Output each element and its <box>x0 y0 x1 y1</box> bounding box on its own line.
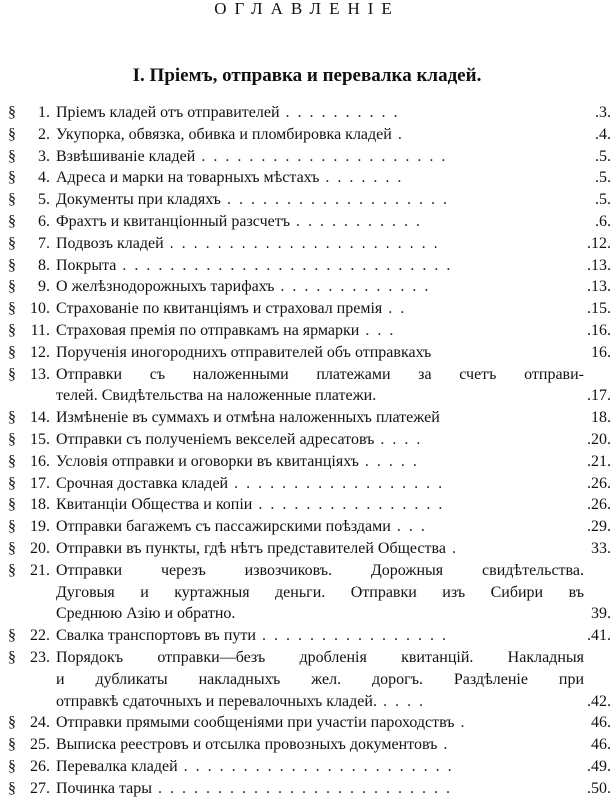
toc-entry <box>0 473 614 495</box>
toc-entry-line <box>0 560 614 582</box>
section-sign: § <box>8 474 16 492</box>
toc-entry-line <box>0 189 614 211</box>
entry-title-text: Взвѣшиваніе кладей <box>56 147 196 165</box>
entry-title-text: Среднюю Азію и обратно. <box>56 605 236 623</box>
toc-entry-line <box>0 451 614 473</box>
toc-entry <box>0 734 614 756</box>
section-sign: § <box>8 648 16 666</box>
entry-title <box>56 364 584 386</box>
page-number: .4. <box>595 125 611 143</box>
dot-leader: . . . . . . . . . . . . . . . . . . . <box>220 191 449 209</box>
section-sign: § <box>8 627 16 645</box>
entry-title <box>56 385 584 407</box>
page-number: 18. <box>591 409 611 427</box>
toc-entry-line <box>0 211 614 233</box>
dot-leader: . . . . . . . . . . . . . . . . <box>255 627 448 645</box>
entry-number: 25. <box>30 736 50 754</box>
entry-number: 13. <box>30 365 50 383</box>
entry-title <box>56 625 584 647</box>
entry-title <box>56 276 584 298</box>
dot-leader: . . . . . . . . . . . . . . . . <box>252 496 445 514</box>
entry-number: 15. <box>30 430 50 448</box>
page-number: .29. <box>587 518 611 536</box>
toc-entry-line <box>0 429 614 451</box>
entry-title <box>56 451 584 473</box>
page-number: .17. <box>587 387 611 405</box>
entry-number: 6. <box>38 212 50 230</box>
section-sign: § <box>8 256 16 274</box>
entry-title <box>56 298 584 320</box>
page-number: .20. <box>587 430 611 448</box>
toc-entry <box>0 146 614 168</box>
entry-title <box>56 669 584 691</box>
entry-title-text: Починка тары <box>56 779 152 797</box>
page-number: .5. <box>595 147 611 165</box>
entry-title <box>56 124 584 146</box>
toc-entry-line <box>0 582 614 604</box>
toc-entry-line <box>0 647 614 669</box>
toc-entry-line <box>0 364 614 386</box>
entry-title <box>56 320 584 342</box>
toc-entry-line <box>0 516 614 538</box>
section-sign: § <box>8 452 16 470</box>
toc-entry-line <box>0 712 614 734</box>
toc-entry-line <box>0 778 614 800</box>
entry-number: 22. <box>30 627 50 645</box>
section-sign: § <box>8 714 16 732</box>
page-number: .49. <box>587 757 611 775</box>
entry-number: 26. <box>30 757 50 775</box>
entry-title-text: Покрыта <box>56 256 117 274</box>
section-sign: § <box>8 736 16 754</box>
section-sign: § <box>8 125 16 143</box>
toc-entry-line <box>0 298 614 320</box>
entry-title-text: и дубликаты накладныхъ жел. дорогъ. Раздѣленіе при <box>56 670 584 688</box>
entry-title <box>56 582 584 604</box>
toc-entry-line <box>0 756 614 778</box>
entry-title-text: Отправки черезъ извозчиковъ. Дорожныя свидѣтельства. <box>56 561 584 579</box>
entry-number: 5. <box>38 191 50 209</box>
entry-title-text: Отправки съ наложенными платежами за счетъ отправи- <box>56 365 584 383</box>
entry-number: 9. <box>38 278 50 296</box>
entry-title <box>56 603 584 625</box>
entry-title <box>56 712 584 734</box>
entry-number: 20. <box>30 539 50 557</box>
toc-entry <box>0 625 614 647</box>
entry-title-text: Фрахтъ и квитанціонный разсчетъ <box>56 212 290 230</box>
toc-entry <box>0 778 614 800</box>
page-number: .50. <box>587 779 611 797</box>
toc-entry-line <box>0 473 614 495</box>
entry-title-text: Условія отправки и оговорки въ квитанціяхъ <box>56 452 359 470</box>
entry-title-text: Выписка реестровъ и отсылка провозныхъ документовъ <box>56 736 438 754</box>
entry-title <box>56 429 584 451</box>
entry-title-text: О желѣзнодорожныхъ тарифахъ <box>56 278 275 296</box>
page-number: 16. <box>591 343 611 361</box>
dot-leader: . . . . . . . . . . <box>279 104 400 121</box>
entry-number: 24. <box>30 714 50 732</box>
section-sign: § <box>8 757 16 775</box>
entry-title-text: Измѣненіе въ суммахъ и отмѣна наложенныхъ платежей <box>56 409 440 427</box>
entry-title-text: отправкѣ сдаточныхъ и перевалочныхъ кладей. <box>56 692 377 710</box>
page-heading: ОГЛАВЛЕНІЕ <box>214 0 400 18</box>
entry-number: 3. <box>38 147 50 165</box>
entry-title-text: телей. Свидѣтельства на наложенные платежи. <box>56 387 377 405</box>
entry-title-text: Подвозъ кладей <box>56 234 164 252</box>
page-number: .41. <box>587 627 611 645</box>
entry-number: 10. <box>30 300 50 318</box>
dot-leader: . <box>445 539 458 557</box>
entry-number: 18. <box>30 496 50 514</box>
entry-number: 2. <box>38 125 50 143</box>
dot-leader: . <box>391 125 404 143</box>
dot-leader: . . <box>382 300 407 318</box>
entry-number: 27. <box>30 779 50 797</box>
toc-entry-line <box>0 603 614 625</box>
toc-entry-line <box>0 102 614 124</box>
entry-title <box>56 647 584 669</box>
toc-entry <box>0 560 614 625</box>
entry-title-text: Квитанціи Общества и копіи <box>56 496 253 514</box>
page-number: .13. <box>587 278 611 296</box>
page-number: 46. <box>591 714 611 732</box>
entry-number: 16. <box>30 452 50 470</box>
entry-title <box>56 189 584 211</box>
section-sign: § <box>8 518 16 536</box>
entry-title <box>56 494 584 516</box>
toc-entry <box>0 320 614 342</box>
section-sign: § <box>8 278 16 296</box>
entry-title <box>56 516 584 538</box>
entry-title-text: Отправки багажемъ съ пассажирскими поѣздами <box>56 518 391 536</box>
entry-title-text: Отправки въ пункты, гдѣ нѣтъ представителей Общества <box>56 539 446 557</box>
page-number: .21. <box>587 452 611 470</box>
page-number: 33. <box>591 539 611 557</box>
toc-entry-line <box>0 342 614 364</box>
dot-leader: . . . . . . . . . . . . . . . . . . . . . <box>195 147 448 165</box>
page-number: .15. <box>587 300 611 318</box>
section-sign: § <box>8 343 16 361</box>
entry-title-text: Пріемъ кладей отъ отправителей <box>56 104 280 121</box>
entry-title <box>56 473 584 495</box>
toc-entry <box>0 494 614 516</box>
table-of-contents <box>0 102 614 800</box>
dot-leader: . . . <box>390 518 427 536</box>
part-title: I. Пріемъ, отправка и перевалка кладей. <box>132 65 482 86</box>
entry-title <box>56 102 584 124</box>
toc-entry <box>0 407 614 429</box>
entry-title-text: Адреса и марки на товарныхъ мѣстахъ <box>56 169 320 187</box>
dot-leader: . <box>454 714 467 732</box>
dot-leader: . . . . . . . <box>319 169 404 187</box>
section-sign: § <box>8 191 16 209</box>
dot-leader: . . . . . . . . . . . . . . . . . . . . . . . <box>163 234 440 252</box>
toc-entry-line <box>0 385 614 407</box>
entry-title <box>56 211 584 233</box>
entry-number: 11. <box>30 321 50 339</box>
dot-leader: . . . <box>359 321 396 339</box>
toc-entry-line <box>0 691 614 713</box>
entry-title <box>56 146 584 168</box>
entry-title <box>56 560 584 582</box>
page-number: .6. <box>595 212 611 230</box>
dot-leader: . . . . . . . . . . . . . . . . . . . . . . . <box>177 757 454 775</box>
entry-title <box>56 734 584 756</box>
entry-title <box>56 407 584 429</box>
toc-entry <box>0 124 614 146</box>
toc-entry <box>0 276 614 298</box>
dot-leader: . . . . . . . . . . . . . . . . . . <box>228 474 445 492</box>
entry-number: 1. <box>38 104 50 121</box>
entry-title-text: Перевалка кладей <box>56 757 178 775</box>
dot-leader: . . . . . <box>358 452 419 470</box>
toc-entry-line <box>0 494 614 516</box>
toc-entry <box>0 647 614 712</box>
page-number: .42. <box>587 692 611 710</box>
entry-title-text: Дуговыя и куртажныя деньги. Отправки изъ Сибири въ <box>56 583 584 601</box>
entry-number: 19. <box>30 518 50 536</box>
entry-number: 8. <box>38 256 50 274</box>
entry-title <box>56 538 584 560</box>
toc-entry <box>0 342 614 364</box>
entry-title <box>56 756 584 778</box>
entry-title <box>56 233 584 255</box>
dot-leader: . . . . . . . . . . . . . . . . . . . . . . . . . <box>151 779 452 797</box>
section-sign: § <box>8 779 16 797</box>
page-number: .12. <box>587 234 611 252</box>
dot-leader: . . . . . . . . . . . <box>289 212 422 230</box>
toc-entry <box>0 211 614 233</box>
entry-title <box>56 342 584 364</box>
entry-title-text: Страховая премія по отправкамъ на ярмарки <box>56 321 360 339</box>
dot-leader: . . . . <box>376 692 425 710</box>
entry-title <box>56 778 584 800</box>
entry-number: 4. <box>38 169 50 187</box>
toc-entry-line <box>0 407 614 429</box>
entry-title-text: Срочная доставка кладей <box>56 474 229 492</box>
toc-entry <box>0 364 614 408</box>
toc-entry <box>0 538 614 560</box>
page-number: .13. <box>587 256 611 274</box>
dot-leader: . . . . . . . . . . . . . . . . . . . . . . . . . . . . <box>116 256 453 274</box>
section-sign: § <box>8 365 16 383</box>
toc-entry-line <box>0 233 614 255</box>
entry-number: 7. <box>38 234 50 252</box>
toc-entry <box>0 712 614 734</box>
toc-entry <box>0 255 614 277</box>
entry-number: 14. <box>30 409 50 427</box>
section-sign: § <box>8 169 16 187</box>
entry-title-text: Укупорка, обвязка, обивка и пломбировка кладей <box>56 125 392 143</box>
entry-number: 12. <box>30 343 50 361</box>
section-sign: § <box>8 234 16 252</box>
toc-entry <box>0 167 614 189</box>
section-sign: § <box>8 409 16 427</box>
toc-entry-line <box>0 669 614 691</box>
entry-number: 21. <box>30 561 50 579</box>
entry-number: 23. <box>30 648 50 666</box>
entry-title <box>56 691 584 713</box>
toc-entry <box>0 451 614 473</box>
dot-leader: . . . . <box>374 430 423 448</box>
page-number: .26. <box>587 474 611 492</box>
page-number: .5. <box>595 169 611 187</box>
toc-entry-line <box>0 734 614 756</box>
entry-title-text: Свалка транспортовъ въ пути <box>56 627 256 645</box>
page-number: .5. <box>595 191 611 209</box>
toc-entry <box>0 756 614 778</box>
toc-entry <box>0 189 614 211</box>
dot-leader: . <box>437 736 450 754</box>
section-sign: § <box>8 496 16 514</box>
section-sign: § <box>8 539 16 557</box>
section-sign: § <box>8 212 16 230</box>
toc-entry <box>0 298 614 320</box>
page-number: .16. <box>587 321 611 339</box>
entry-title-text: Страхованіе по квитанціямъ и страховал премія <box>56 300 383 318</box>
page-number: .26. <box>587 496 611 514</box>
toc-entry-line <box>0 124 614 146</box>
entry-title-text: Порученія иногороднихъ отправителей объ отправкахъ <box>56 343 432 361</box>
entry-title-text: Отправки съ полученіемъ векселей адресатовъ <box>56 430 375 448</box>
page-number: 46. <box>591 736 611 754</box>
page-number: .3. <box>595 104 611 121</box>
page-number: 39. <box>591 605 611 623</box>
section-sign: § <box>8 300 16 318</box>
section-sign: § <box>8 104 16 121</box>
toc-entry-line <box>0 146 614 168</box>
entry-title <box>56 255 584 277</box>
toc-entry-line <box>0 276 614 298</box>
entry-number: 17. <box>30 474 50 492</box>
section-sign: § <box>8 561 16 579</box>
toc-entry-line <box>0 255 614 277</box>
section-sign: § <box>8 147 16 165</box>
entry-title <box>56 167 584 189</box>
section-sign: § <box>8 321 16 339</box>
toc-entry <box>0 516 614 538</box>
section-sign: § <box>8 430 16 448</box>
toc-entry <box>0 102 614 124</box>
toc-entry-line <box>0 538 614 560</box>
dot-leader: . . . . . . . . . . . . . <box>274 278 431 296</box>
entry-title-text: Документы при кладяхъ <box>56 191 221 209</box>
entry-title-text: Порядокъ отправки—безъ дробленія квитанцій. Накладныя <box>56 648 584 666</box>
entry-title-text: Отправки прямыми сообщеніями при участіи пароходствъ <box>56 714 455 732</box>
toc-entry <box>0 429 614 451</box>
toc-entry-line <box>0 625 614 647</box>
toc-entry-line <box>0 320 614 342</box>
toc-entry-line <box>0 167 614 189</box>
toc-entry <box>0 233 614 255</box>
